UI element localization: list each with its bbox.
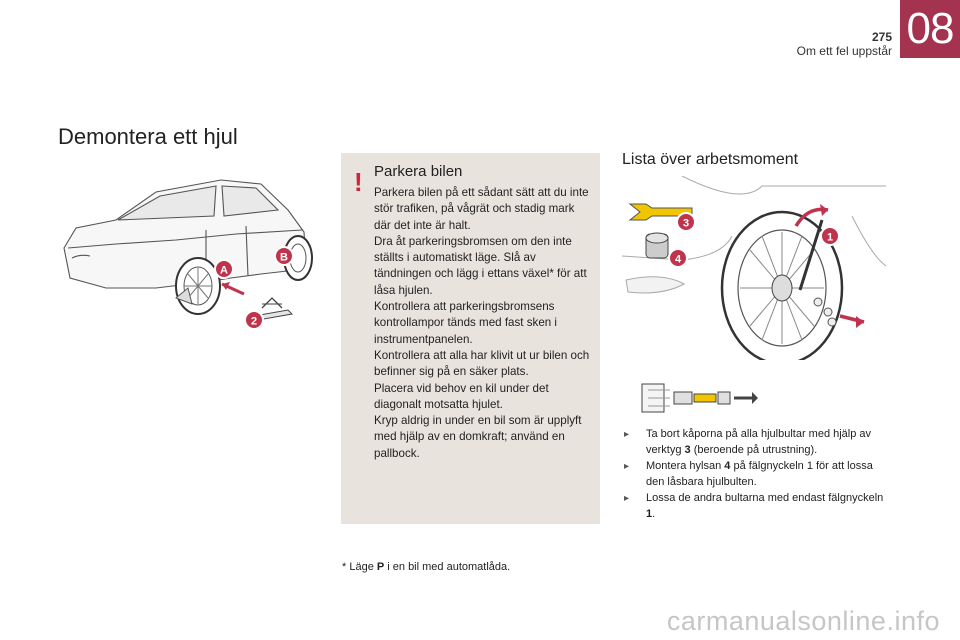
step-ref: 3: [684, 443, 691, 456]
list-item: [622, 459, 892, 490]
svg-text:3: 3: [682, 217, 690, 230]
footnote: [342, 561, 510, 573]
label-3: [677, 213, 695, 231]
step-text: (beroende på utrustning).: [690, 443, 818, 456]
warning-paragraph: Kontrollera att alla har klivit ut ur bilen och befinner sig på en säker plats.: [374, 348, 590, 379]
work-steps-list: [622, 427, 892, 524]
list-item: [622, 491, 892, 522]
page-title: Demontera ett hjul: [58, 124, 238, 149]
bullet-icon: ▸: [624, 461, 630, 473]
label-4: [669, 249, 687, 267]
step-text: .: [652, 507, 656, 520]
label-a: [215, 260, 233, 278]
label-2: [245, 311, 263, 329]
warning-title: Parkera bilen: [374, 163, 463, 180]
step-text: Montera hylsan: [646, 460, 725, 473]
warning-paragraph: Placera vid behov en kil under det diagonalt motsatta hjulet.: [374, 381, 549, 411]
car-illustration: [56, 170, 326, 330]
section-subtitle: Lista över arbetsmoment: [622, 151, 799, 168]
footnote-gear: P: [376, 561, 385, 573]
step-text: Lossa de andra bultarna med endast fälgnyckeln: [646, 492, 884, 505]
front-wheel: [176, 258, 220, 314]
bullet-icon: ▸: [624, 429, 630, 440]
label-1: [821, 227, 839, 245]
svg-text:B: B: [280, 251, 288, 264]
bolt-removal-illustration: [640, 380, 760, 416]
wheel-illustration: [622, 176, 886, 360]
footnote-suffix: i en bil med automatlåda.: [384, 561, 511, 573]
exclamation-icon: !: [354, 167, 363, 197]
step-ref: 4: [724, 460, 731, 473]
chapter-tab: 08: [900, 0, 960, 58]
warning-paragraph: Dra åt parkeringsbromsen om den inte ställts i automatiskt läge. Slå av tändningen och lägg i ettans växel* för att låsa hjulen.: [374, 234, 587, 297]
warning-paragraph: Kontrollera att parkeringsbromsens kontrollampor tänds med fast sken i instrumentpanelen.: [374, 300, 558, 346]
svg-text:1: 1: [826, 231, 834, 244]
warning-body: [374, 185, 590, 462]
warning-paragraph: Parkera bilen på ett sådant sätt att du inte stör trafiken, på vågrät och stadig mark där det inte är halt.: [374, 186, 589, 232]
step-text: Ta bort kåporna på alla hjulbultar med hjälp av verktyg: [646, 428, 872, 456]
warning-paragraph: Kryp aldrig in under en bil som är upplyft med hjälp av en domkraft; använd en pallbock.: [374, 414, 582, 460]
svg-text:A: A: [220, 264, 228, 277]
svg-text:2: 2: [250, 315, 258, 328]
watermark: carmanualsonline.info: [666, 606, 940, 636]
footnote-prefix: * Läge: [342, 561, 377, 573]
label-b: [275, 247, 293, 265]
page-number: 275: [871, 30, 892, 44]
section-title: Om ett fel uppstår: [796, 44, 892, 58]
svg-text:4: 4: [674, 253, 682, 266]
bullet-icon: ▸: [624, 493, 630, 505]
step-ref: 1: [646, 507, 653, 520]
list-item: [622, 427, 892, 458]
step-text: på fälgnyckeln 1 för att lossa den låsbara hjulbulten.: [646, 460, 873, 488]
socket-4: [646, 233, 668, 258]
